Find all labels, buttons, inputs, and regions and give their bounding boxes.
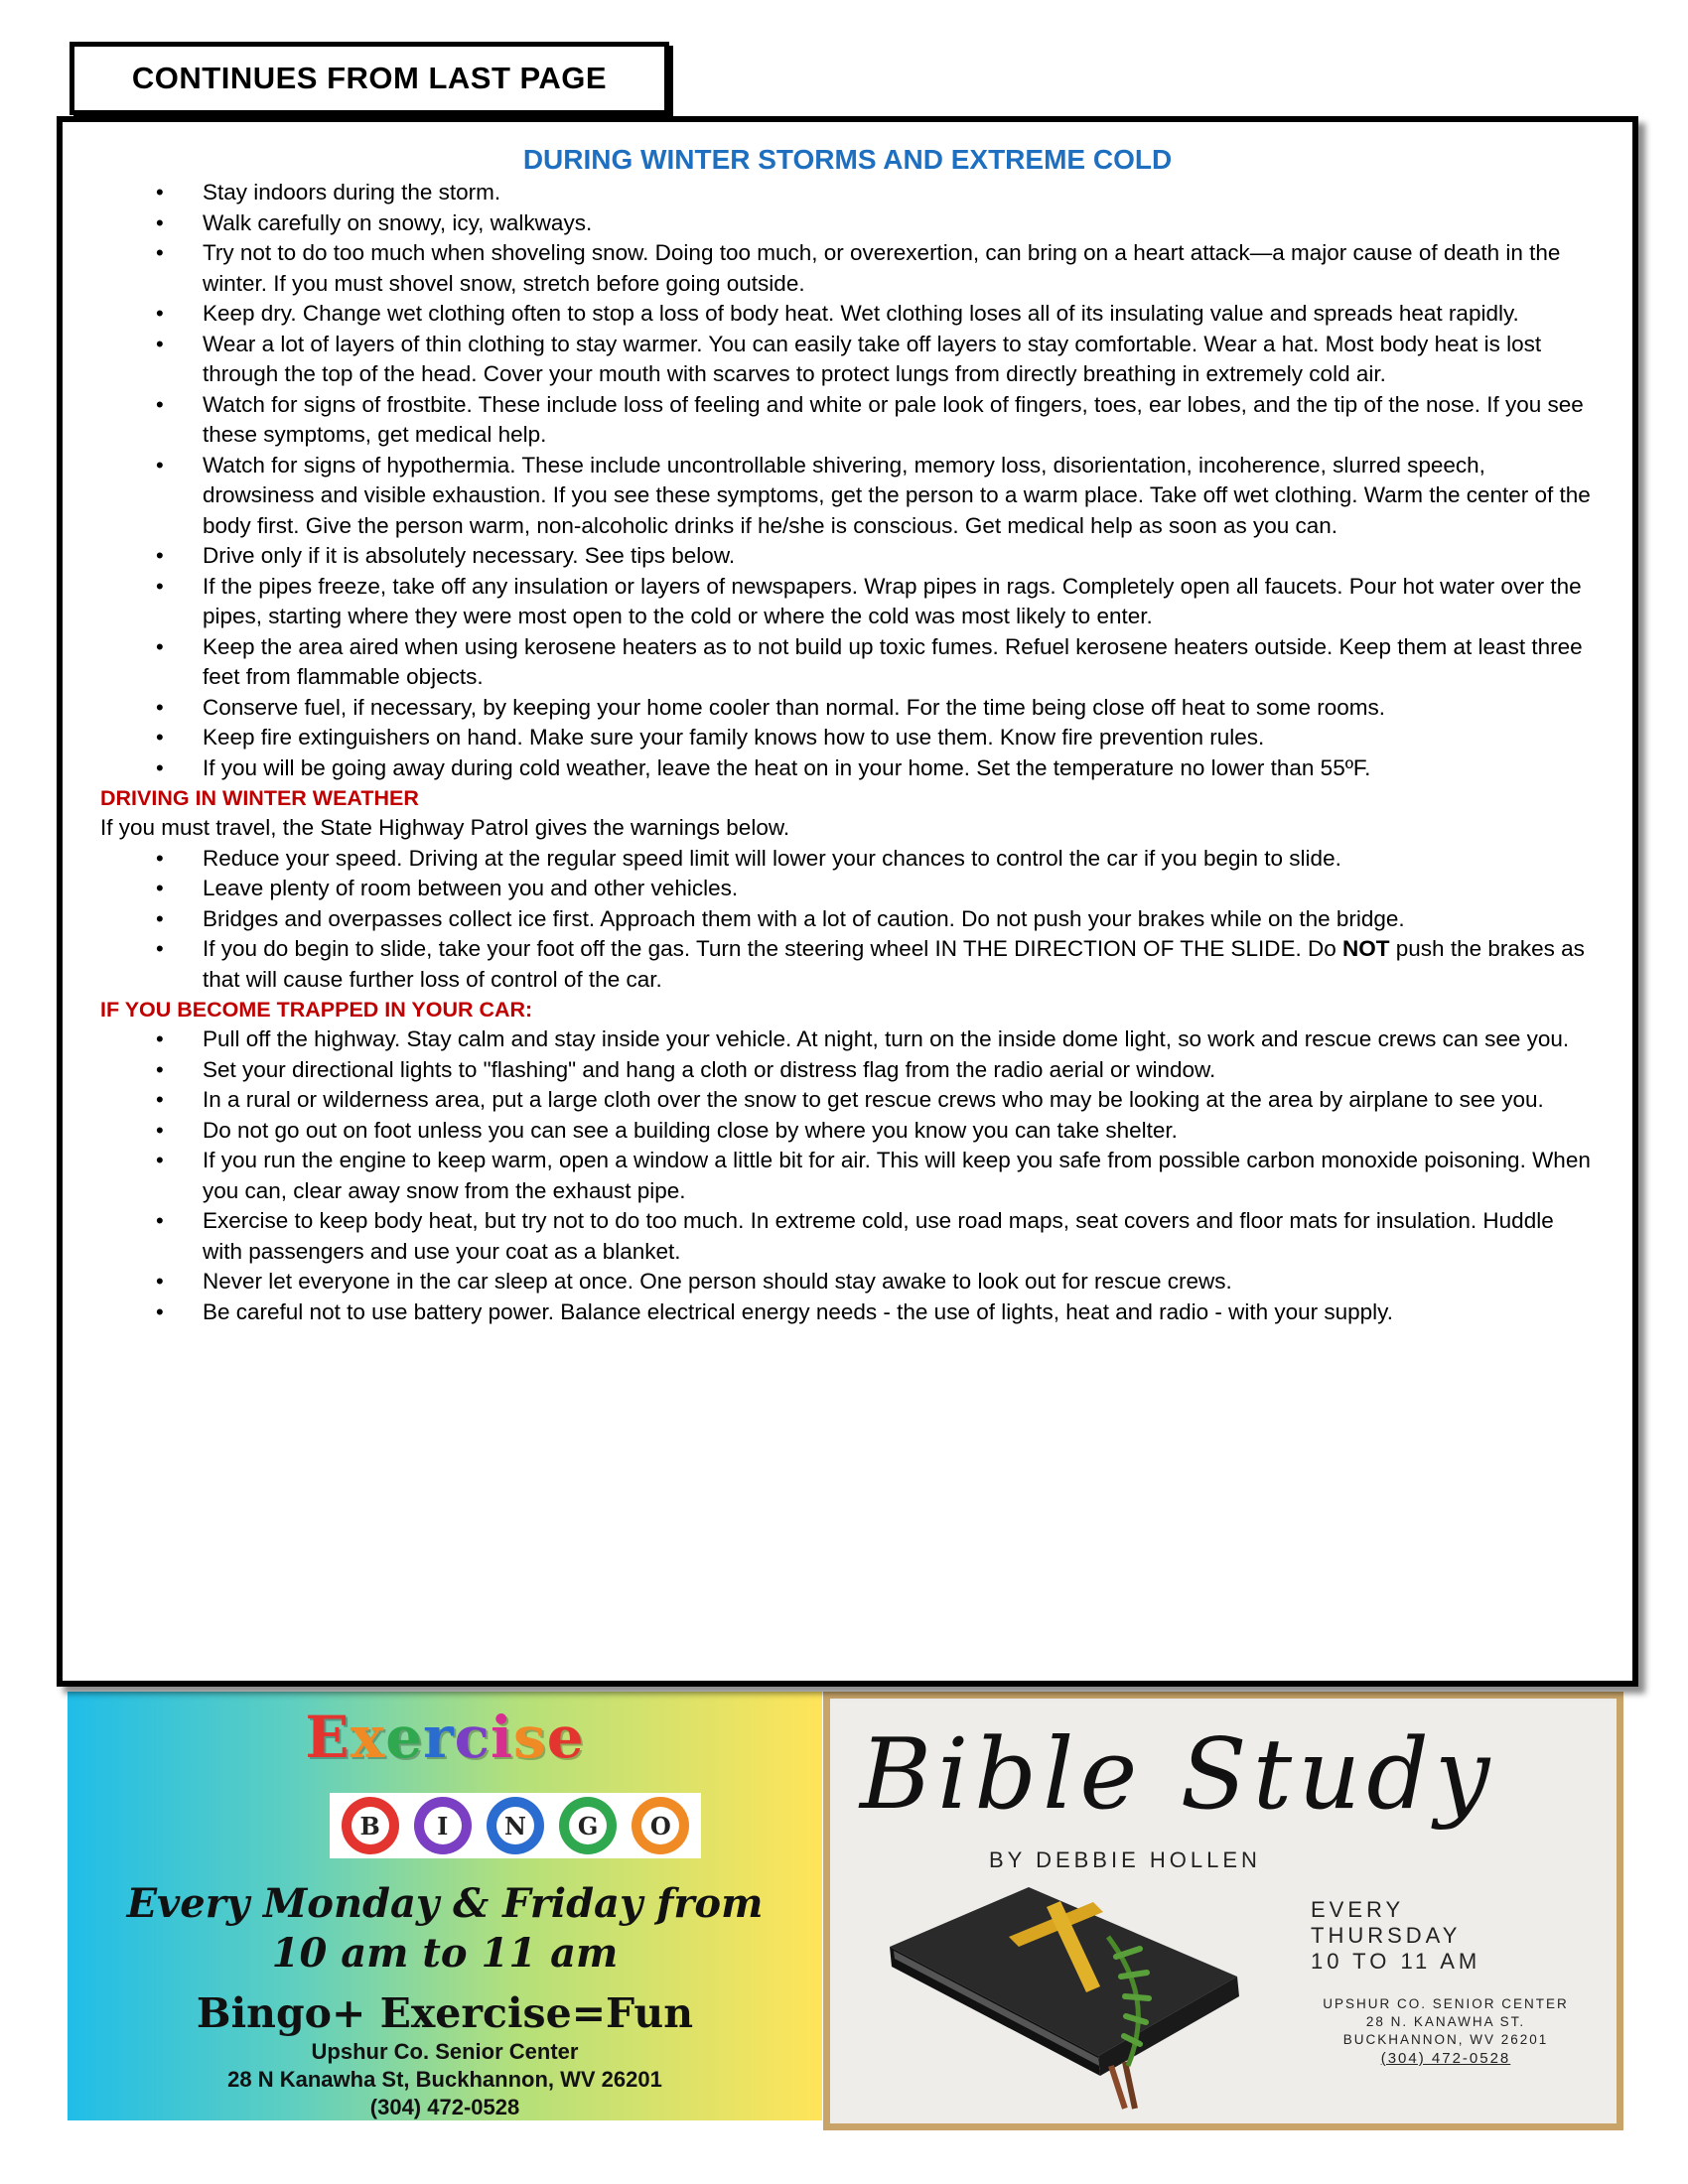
list-item: • Leave plenty of room between you and other vehicles. xyxy=(100,874,1595,904)
bible-study-every: EVERY xyxy=(1311,1897,1405,1922)
slide-text-a: If you do begin to slide, take your foot off the gas. Turn the steering wheel IN THE DIRECTION OF THE SLIDE. Do xyxy=(203,936,1343,961)
exercise-org: Upshur Co. Senior Center xyxy=(311,2039,579,2064)
bible-study-street: 28 N. KANAWHA ST. xyxy=(1365,2014,1526,2029)
exercise-slogan: Bingo+ Exercise=Fun xyxy=(196,1989,694,2037)
list-item: • Reduce your speed. Driving at the regular speed limit will lower your chances to control the car if you begin to slide. xyxy=(100,844,1595,875)
bible-study-city: BUCKHANNON, WV 26201 xyxy=(1342,2032,1549,2047)
driving-list xyxy=(100,844,1595,996)
trapped-heading: IF YOU BECOME TRAPPED IN YOUR CAR: xyxy=(100,998,533,1022)
list-item: • Never let everyone in the car sleep at once. One person should stay awake to look out for rescue crews. xyxy=(100,1267,1595,1297)
bible-icon xyxy=(880,1867,1257,2116)
list-item: • In a rural or wilderness area, put a large cloth over the snow to get rescue crews who may be looking at the area by airplane to see you. xyxy=(100,1085,1595,1116)
bingo-ball-letter: O xyxy=(641,1807,679,1844)
list-item: • Keep fire extinguishers on hand. Make sure your family knows how to use them. Know fire prevention rules. xyxy=(100,723,1595,753)
list-item: • Set your directional lights to "flashing" and hang a cloth or distress flag from the radio aerial or window. xyxy=(100,1055,1595,1086)
list-item: • Wear a lot of layers of thin clothing to stay warmer. You can easily take off layers to stay comfortable. Wear a hat. Most body heat is lost through the top of the head. Cover your mouth with scarves to protect lungs from directly breathing in extremely cold air. xyxy=(100,330,1595,390)
list-item: • If you run the engine to keep warm, open a window a little bit for air. This will keep you safe from possible carbon monoxide poisoning. When you can, clear away snow from the exhaust pipe. xyxy=(100,1146,1595,1206)
bingo-ball-letter: I xyxy=(424,1807,462,1844)
exercise-letter: r xyxy=(423,1704,455,1771)
bible-study-org: UPSHUR CO. SENIOR CENTER xyxy=(1323,1996,1569,2011)
exercise-letter: x xyxy=(350,1704,386,1771)
bingo-ball-letter: B xyxy=(352,1807,389,1844)
exercise-letter: e xyxy=(546,1704,585,1771)
trapped-list xyxy=(100,1024,1595,1327)
winter-storms-title: DURING WINTER STORMS AND EXTREME COLD xyxy=(522,144,1173,175)
bible-study-title: Bible Study xyxy=(860,1718,1496,1832)
list-item: • Drive only if it is absolutely necessary. See tips below. xyxy=(100,541,1595,572)
exercise-letter: c xyxy=(454,1704,491,1771)
continues-from-last-page-label: CONTINUES FROM LAST PAGE xyxy=(70,42,669,115)
exercise-letter: i xyxy=(491,1704,514,1771)
bingo-ball xyxy=(414,1797,472,1854)
list-item: • Keep dry. Change wet clothing often to stop a loss of body heat. Wet clothing loses all of its insulating value and spreads heat rapidly. xyxy=(100,299,1595,330)
winter-storm-list xyxy=(100,178,1595,783)
list-item: • If you will be going away during cold weather, leave the heat on in your home. Set the temperature no lower than 55ºF. xyxy=(100,753,1595,784)
slide-text-b: push the brakes as that will cause further loss of control of the car. xyxy=(203,936,1585,992)
list-item: • Keep the area aired when using kerosene heaters as to not build up toxic fumes. Refuel kerosene heaters outside. Keep them at least three feet from flammable objects. xyxy=(100,632,1595,693)
bible-study-day: THURSDAY xyxy=(1311,1923,1462,1948)
winter-safety-panel xyxy=(57,116,1638,1687)
list-item xyxy=(100,934,1595,995)
list-item: • Stay indoors during the storm. xyxy=(100,178,1595,208)
list-item: • Be careful not to use battery power. Balance electrical energy needs - the use of lights, heat and radio - with your supply. xyxy=(100,1297,1595,1328)
exercise-letter: s xyxy=(513,1704,547,1771)
bingo-ball xyxy=(632,1797,689,1854)
list-item: • Watch for signs of frostbite. These include loss of feeling and white or pale look of fingers, toes, ear lobes, and the tip of the nose. If you see these symptoms, get medical help. xyxy=(100,390,1595,451)
list-item: • Try not to do too much when shoveling snow. Doing too much, or overexertion, can bring on a heart attack—a major cause of death in the winter. If you must shovel snow, stretch before going outside. xyxy=(100,238,1595,299)
list-item: • Walk carefully on snowy, icy, walkways. xyxy=(100,208,1595,239)
exercise-phone: (304) 472-0528 xyxy=(369,2095,520,2119)
bingo-ball xyxy=(559,1797,617,1854)
exercise-bingo-flyer xyxy=(68,1692,822,2120)
bingo-balls xyxy=(330,1793,701,1858)
list-item: • Pull off the highway. Stay calm and stay inside your vehicle. At night, turn on the inside dome light, so work and rescue crews can see you. xyxy=(100,1024,1595,1055)
bingo-ball-letter: N xyxy=(496,1807,534,1844)
exercise-letter: e xyxy=(385,1704,424,1771)
exercise-address: 28 N Kanawha St, Buckhannon, WV 26201 xyxy=(227,2067,662,2092)
exercise-days: Every Monday & Friday from xyxy=(126,1880,764,1927)
list-item: • Exercise to keep body heat, but try not to do too much. In extreme cold, use road maps, seat covers and floor mats for insulation. Huddle with passengers and use your coat as a blanket. xyxy=(100,1206,1595,1267)
bingo-ball xyxy=(487,1797,544,1854)
bingo-ball xyxy=(342,1797,399,1854)
bingo-ball-letter: G xyxy=(569,1807,607,1844)
bible-study-flyer xyxy=(823,1692,1623,2130)
list-item: • Conserve fuel, if necessary, by keeping your home cooler than normal. For the time being close off heat to some rooms. xyxy=(100,693,1595,724)
list-item: • Watch for signs of hypothermia. These include uncontrollable shivering, memory loss, disorientation, incoherence, slurred speech, drowsiness and visible exhaustion. If you see these symptoms, get the person to a warm place. Take off wet clothing. Warm the center of the body first. Give the person warm, non-alcoholic drinks if he/she is conscious. Get medical help as soon as you can. xyxy=(100,451,1595,542)
exercise-time: 10 am to 11 am xyxy=(271,1930,619,1977)
list-item: • Do not go out on foot unless you can see a building close by where you know you can take shelter. xyxy=(100,1116,1595,1147)
exercise-title xyxy=(68,1704,822,1771)
bible-study-author: BY DEBBIE HOLLEN xyxy=(989,1847,1261,1872)
exercise-letter: E xyxy=(305,1704,351,1771)
list-item: • Bridges and overpasses collect ice first. Approach them with a lot of caution. Do not push your brakes while on the bridge. xyxy=(100,904,1595,935)
bible-study-phone: (304) 472-0528 xyxy=(1380,2050,1511,2067)
driving-heading: DRIVING IN WINTER WEATHER xyxy=(100,786,419,810)
bible-study-time: 10 TO 11 AM xyxy=(1311,1949,1481,1974)
not-emphasis: NOT xyxy=(1342,936,1390,961)
list-item: • If the pipes freeze, take off any insulation or layers of newspapers. Wrap pipes in rags. Completely open all faucets. Pour hot water over the pipes, starting where they were most open to the cold or where the cold was most likely to enter. xyxy=(100,572,1595,632)
driving-intro: If you must travel, the State Highway Patrol gives the warnings below. xyxy=(100,815,790,840)
